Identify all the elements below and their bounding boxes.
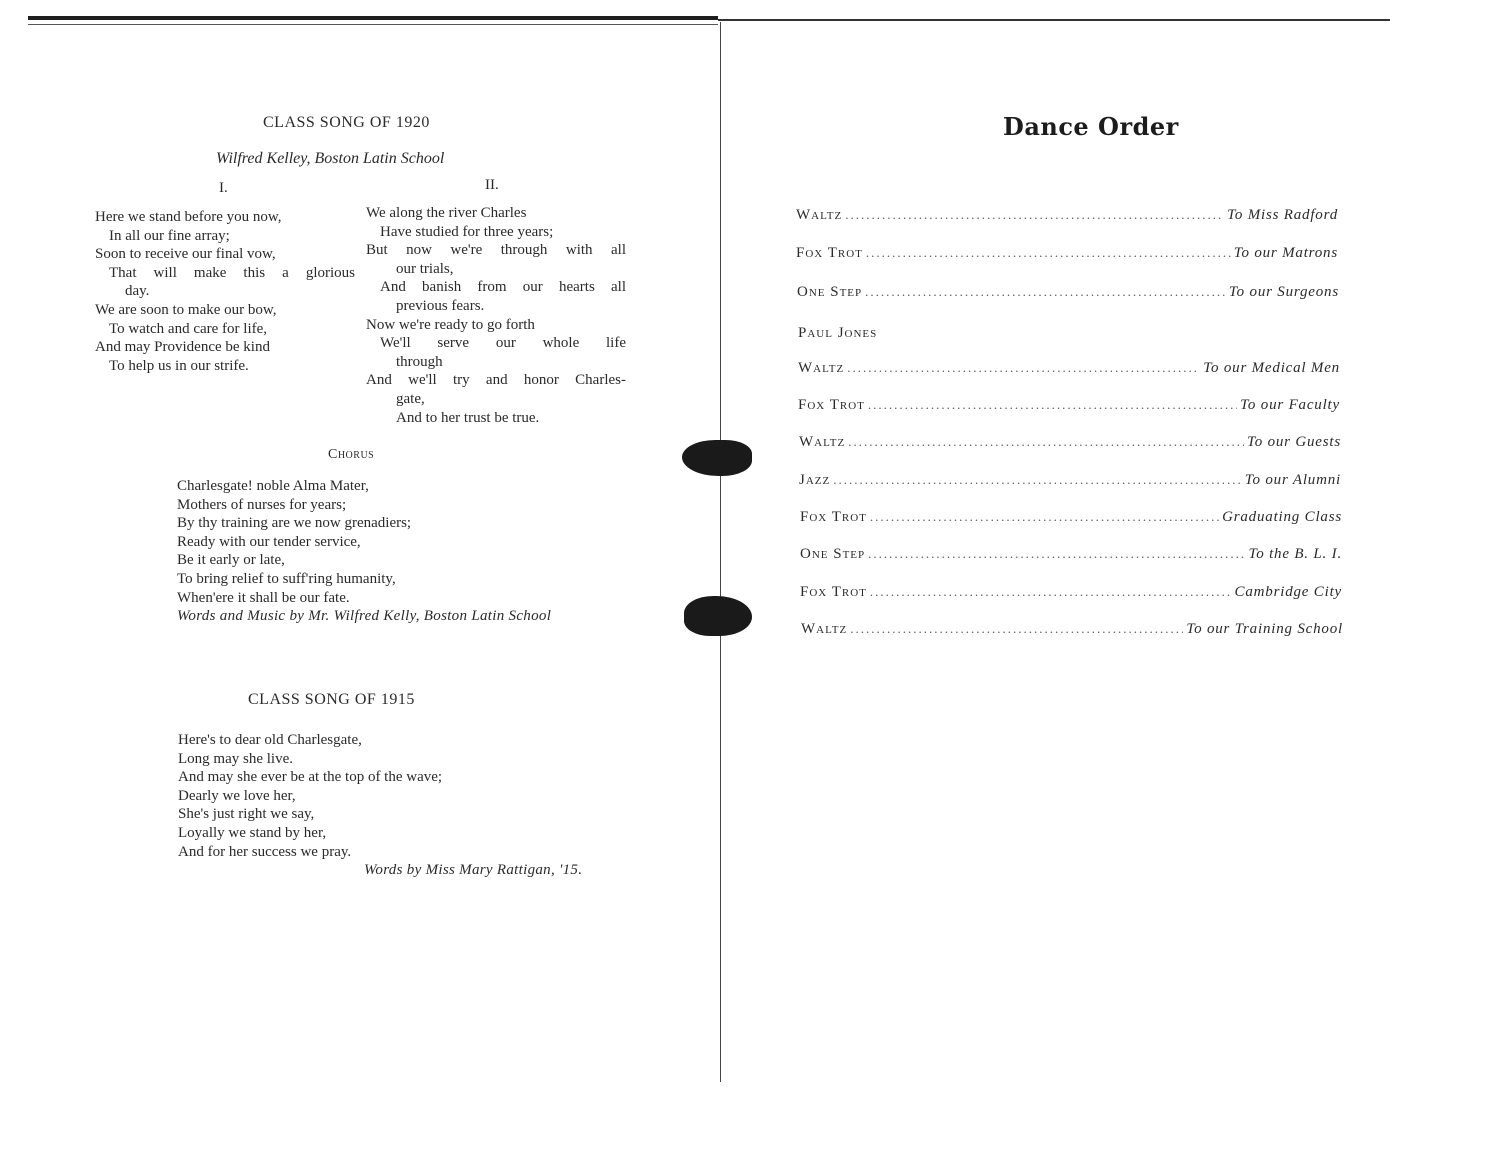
verse-line: We along the river Charles [366,205,527,221]
dance-row [800,509,1342,531]
dance-dedication: Graduating Class [1222,509,1342,525]
verse-line: And banish from our hearts all [380,279,626,296]
verse-line: But now we're through with all [366,242,626,259]
dance-dedication: To our Alumni [1244,472,1341,488]
chorus-line: To bring relief to suff'ring humanity, [177,570,396,587]
verse-line: gate, [396,390,425,407]
chorus-line: Ready with our tender service, [177,533,361,550]
dance-name: Fox Trot [800,509,867,525]
dance-name: Fox Trot [796,245,863,261]
chorus-line: Charlesgate! noble Alma Mater, [177,478,369,494]
chorus [177,477,497,607]
dance-row [801,621,1343,643]
dance-name: Fox Trot [800,584,867,600]
dance-dedication: To our Surgeons [1228,284,1339,300]
verse-line: And we'll try and honor Charles- [366,372,626,389]
dot-leader [847,360,1200,376]
verse-line: We are soon to make our bow, [95,301,277,318]
ink-blot-upper [682,440,752,476]
top-edge-right [718,19,1390,21]
song2-line: And may she ever be at the top of the wave; [178,769,443,786]
verse-line: Have studied for three years; [380,223,554,240]
chorus-line: When'ere it shall be our fate. [177,589,350,606]
song2-verse [178,731,558,861]
song2-line: She's just right we say, [178,806,315,823]
verse-line: Now we're ready to go forth [366,316,535,333]
verse1-label: I. [219,180,228,196]
verse-line: day. [125,283,150,300]
song2-line: Dearly we love her, [178,787,296,804]
dance-name: Waltz [799,434,846,450]
song2-line: And for her success we pray. [178,843,352,860]
dance-dedication: To our Training School [1186,621,1343,637]
top-edge-left-rule [28,24,718,25]
song1-title: CLASS SONG OF 1920 [263,114,430,131]
dance-row [799,434,1341,456]
dot-leader [845,207,1224,223]
dance-row [798,397,1340,419]
verse-line: And to her trust be true. [396,409,540,426]
dance-name: Waltz [796,207,843,223]
dot-leader [868,397,1237,413]
dot-leader [870,509,1219,525]
dance-order-title: Dance Order [1003,112,1179,141]
dance-name: Waltz [798,360,845,376]
chorus-line: Mothers of nurses for years; [177,496,347,513]
song2-line: Loyally we stand by her, [178,824,327,841]
song2-title: CLASS SONG OF 1915 [248,691,415,708]
dance-row [799,472,1341,494]
dot-leader [865,284,1226,300]
top-edge-left [28,16,718,20]
verse-line: That will make this a glorious [109,264,355,281]
dance-dedication: Cambridge City [1234,584,1342,600]
dot-leader [848,434,1244,450]
verse-line: We'll serve our whole life [380,335,626,352]
song2-line: Here's to dear old Charlesgate, [178,732,362,748]
dance-row [798,325,998,347]
dance-row [800,546,1342,568]
dance-dedication: To our Matrons [1233,245,1338,261]
dance-name: One Step [797,284,863,300]
verse2 [366,204,626,427]
verse2-label: II. [485,177,499,193]
verse-line: To watch and care for life, [109,320,268,337]
dot-leader [868,546,1245,562]
dance-row [798,360,1340,382]
verse-line: In all our fine array; [109,227,230,244]
chorus-line: By thy training are we now grenadiers; [177,515,412,532]
song2-credit: Words by Miss Mary Rattigan, '15. [364,862,583,878]
dance-row [797,284,1339,306]
song1-byline: Wilfred Kelley, Boston Latin School [216,150,445,167]
dance-row [796,207,1338,229]
chorus-label: Chorus [328,447,375,462]
dance-name: Paul Jones [798,325,878,341]
verse-line: And may Providence be kind [95,339,270,356]
song2-line: Long may she live. [178,750,293,767]
dance-name: Fox Trot [798,397,865,413]
dance-name: Waltz [801,621,848,637]
verse-line: previous fears. [396,297,485,314]
dot-leader [870,584,1232,600]
verse-line: our trials, [396,260,454,277]
dance-dedication: To our Medical Men [1203,360,1340,376]
dance-dedication: To our Guests [1246,434,1341,450]
chorus-line: Be it early or late, [177,552,285,569]
dance-dedication: To the B. L. I. [1248,546,1342,562]
dance-name: One Step [800,546,866,562]
ink-blot-lower [684,596,752,636]
dance-dedication: To Miss Radford [1227,207,1338,223]
verse1 [95,208,355,375]
dance-dedication: To our Faculty [1240,397,1340,413]
verse-line: through [396,353,443,370]
dot-leader [850,621,1183,637]
verse-line: To help us in our strife. [109,357,249,374]
verse-line: Here we stand before you now, [95,209,282,225]
dance-row [796,245,1338,267]
verse-line: Soon to receive our final vow, [95,246,276,263]
page-spine [720,22,721,1082]
dance-name: Jazz [799,472,831,488]
dance-row [800,584,1342,606]
dot-leader [833,472,1242,488]
dot-leader [866,245,1231,261]
song1-credit: Words and Music by Mr. Wilfred Kelly, Boston Latin School [177,608,552,624]
